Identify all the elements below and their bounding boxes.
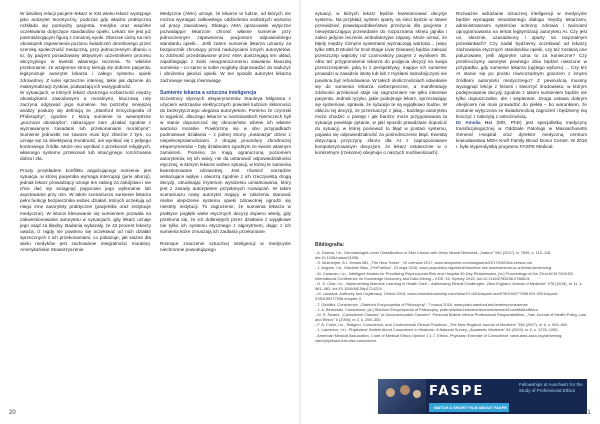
paragraph: sytuacji, w których lekarz będzie kwestionować decyzje systemu. Na przykład, system oparty na sieci będzie w stanie przewidzieć prawdopodobieństwo przeżycia dla pacjenta z niewystarczającą przewidanie do rozpoznania skrętu jajnika i zaleci jedynie leczenie ambulatoryjne zapasy. Może uznać, że błędy między różnymi systemami wyznaczają wartości... (więc tylko MELD Model for End-Stage Liver Disease) będzie zalecać przeszczep wątroby niż czarnoskóry pacjent z wynikiem 35. Albo też przypomnienie lekarza do podjęcia decyzji na swoja przeszczepienie, jaką to z perspektywy, mające ich sumienie prowadzi w zasadzie istotę lub lub z myślami samobójczymi nie powinna być refundowana. W takich okolicznościach odwołanie się do sumienia lekarza niebezpieczne, a manifestację zdolności przekonań staje się zagrożeniem nie tylko interesie pacjenta. Jednak ryzyko, jakie podejmuje lekarz, sprzeciwiając się systemowi, sprawia, że sytuacje te są wyjątkowo trudne. W obliczu tej decyzji, że przeznaczyć z jaką... każdego autorytetu może chodzić o postęp i jak bardzo może przygotowania ta sytuacja powstaje pytanie, w jaki sposób prawdziwie dopuścić do sytuacji, w której ponieważ to błąd w postaci systemu, pojawia się odpowiedzialność za pośredniczenie błąd. Kwestią dotyczącą przyczyny zbioru dla AI z zaproponowane komputeryzowanym decyzjom, że lekarz ostatecznie w o konkretnym (rzekome) obejmuje o naszych możliwościach).	[315, 11, 447, 156]
bibliography-entry: - M. S. Swartz, „Conscience Clauses" or Unconscionable Clauses?: Personal Beliefs Versus Professional Responsibilities, „Yale Journal of Health Policy, Law and Ethics" 6 (2006), nr 2, s. 269–350.	[315, 311, 587, 323]
paragraph: Prosty przykładem konfliktu angażującego sumienie jest sytuacja, w której pacjentka wymaga interrupcji (jurie aborcji), jednak lekarz prowadzący uznaje ten zabieg za zabójstwo i nie chce dać się wciągnąć pojęciowo jego wykonanie lub asystowanie przy nim. W takim scenariuszu sumienie lekarza pełni funkcję bezpiecznika wobec działań, których oczekują od niego inne autorytety praktyczne (pacjentka oraz instytucje medyczne). W istocie klesowanie się sumieniem pozwala na zakwestionowanie autorytetu w sytuacjach, gdy lekarz uznaje jego osąd za błędny. Badania wykazały, że 42 procent lekarzy uważa, iż nigdy nie powinno się oczekiwać od nich działań sprzecznych z ich przekonaniami, co pokazuje, jak ważne dla wielu medyków jest zachowanie integralności moralnej. Amerykańskie Stowarzyszenie	[20, 168, 151, 252]
bibliography-title: Bibliografia:	[315, 242, 345, 248]
section-heading: Sumienie lekarza a sztuczna inteligencja	[160, 89, 257, 96]
left-column-2	[160, 11, 291, 253]
faspe-logo: FASPE	[429, 384, 485, 399]
author-bio-text: (MD, PhD) jest specjalistką medycyny transfuzjologicznej w Oddziale Patologii w Massachusetts General Hospital oraz dyrektor medyczną centrum krwiodawstwa MGH Kraft Family Blood Donor Center. W 2018 r. była stypendystką programu FASPE Medical.	[456, 119, 587, 150]
author-name: Dr Amelia Hsi	[456, 119, 493, 125]
bibliography-entry: - J. A. Berkowitz, Conscience, [w:] Stanford Encyclopedia of Philosophy, plato.stanford.edu/entries/conscience/#ConsMotActMora.	[315, 306, 539, 312]
faspe-advertisement[interactable]	[378, 379, 587, 414]
bibliography-entry: - J. Angwin, i in., Machine Bias, „ProPublica", 23 maja 2016, www.propublica.org/article/machine-risk-assessments-in-criminal-sentencing.	[315, 265, 553, 271]
page-number-right: 21	[584, 410, 591, 416]
bibliography-entry: - M. Lavazza, Authority and Legitimacy, Oxford 2018, www.oxfordscholarship.com/view/10.1093/acprof:oso/9780190277598.001.0001/acprof-9780190277598-chapter-3	[315, 291, 559, 302]
ad-tagline: Fellowships at Auschwitz for the Study of Professional Ethics	[519, 382, 583, 393]
paragraph: Uczestnicy słynnych eksperymentów Stanleya Milgrama z użyciem wstrząsów elektrycznych powoleli ludziom skłonności do bezkrytycznego ulegania autorytetom. Pomimo że czynniki to wyjaśnić, dlaczego lekarze w nazistowskich Niemczech byli w stanie dopuszczać się okrucieństw wbrew ich własne wartości moralne. Powtórzmy się w obu przypadkach podmiotowe działania – z jednej strony „eutanazja" dzieci z niepełnosprawnościami, z drugiej procedury zbrodniczej eksperymentów – były działaniem zgodnym ze swoim własnym zamiarem. Pomimo że mają ograniczoną poziomem autorytetów, tej ich wiary, nie da ustanowić odpowiedzialności etycznej, w którym lekarze wobec sytuacji, w której te sumienia kwestionowane zdrowotnej. Jest również narzędzie wskazujące wpływ i otworzą zgodnie z ich rzeczywistą drogą decyzji, utrudniając kryterium wyrażeniu umiarkowania, który jest z zasady autorytetem przysłanych rozwiązań. W takim scenariuszu nowy autorytet mający w założeniu stanowić realne ulepszenie systemu opieki zdrowotnej ogrodzi się niestety instytucji. To zagrożenie, że sumienia lekarza w praktyce pogłębi wiele etycznych decyzji dopiero wtedy, gdy przekona się, że ich dotkniętych przez działanie z wyjątkowe nie tylko ich systemu etycznego z algorytmem, dając z ich sumienia które zmuszają ich zaufania przekonanie.	[160, 95, 291, 234]
ad-photo	[378, 379, 426, 414]
bibliography-entry: - T. Giubilini, Conscience, „Stanford Encyclopedia of Philosophy", 7 marca 2016, www.plato.stanford.edu/entries/conscience	[315, 301, 528, 307]
left-column-1	[20, 11, 151, 253]
bibliography-entry: - F. A. Curlin, i in., Religion, Conscience, and Controversial Clinical Practices, „The New England Journal of Medicine" 356 (2007), nr 6, s. 593–600.	[315, 322, 569, 328]
page-spine	[299, 0, 301, 424]
bibliography-entry: - S. Mukherjee, A.I. Versus MD, „The New Yorker", 19 czerwca 2017, www.newyorker.com/magazine/2017/04/03/ai-versus-md	[315, 260, 532, 266]
paragraph: Rozważne wdrażanie sztucznej inteligencji w medycynie będzie wymagało nieustannego dialogu między lekarzami, administratorami systemów ochrony zdrowia i twórcami oprogramowania na temat legitymizacji autorytetu AI. Czy jest on, słusznie, uzasadniony i oparty na racjonalnym przesłankach? Czy nadal będziemy oczekiwać od lekarzy zachowania etycznych standardów opieki, czy też zostaną one poluzowane, jeśli algorytm uzna to za konieczne? Czy przekroczymy autorytet pewnego dnia będzie nałożone w przypadku, gdy sumienie lekarza (ujętego wyboru) ... Czy też AI stanie się po prostu równorzędnym graczem z innymi źródłami autorytetu medycznego? Z pewnością musimy wyciągnąć lekcje z historii i stworzyć środowisko, w którym podejmowanie decyzji zgodnie z takimi sumieniem będzie nie tylko dopuszczalne, ale i wspierane. Droga ustawa dobrym obejściem nie musi prowadzić do piekła – bo warunkiem, że zostanie wytyczona ze świadomością zagrożeń i będziemy nią kroczyć z należytą z ostrożnością.	[456, 11, 587, 119]
right-column-1	[315, 11, 447, 156]
paragraph: W sytuacjach, w których lekarz dostrzega rozbieżność między obowiązkami zawodowymi a moralnymi, kluczową rolę zaczyna odgrywać jego sumienie. Na potrzeby niniejszej analizy posłużę się definicją ze „Stanford Encyclopedia of Philosophy", zgodnie z którą sumienie to wewnętrzne „poczucie obowiązku", nakazujące nam „działać zgodnie z wyznawanymi zasadami lub przekonaniami moralnymi". Sumienie jednostki nie zawsze musi być zbieżne z tym, co uznaje się za obiektywną moralność, ani wynikać się z jedyego kontrowego źródła. Może ono wynikać z przekonań religijnych, własnego systemu przekonań lub intuicyjnego rozróżniania dobra i zła.	[20, 89, 151, 162]
bibliography-entry: - A. Esteva, i in., Dermatologist-Level Classification of Skin Cancer with Deep Neural Networks, „Nature" 542 (2017), nr 7639, s. 115–118, doi:10.1038/nature21056.	[315, 250, 552, 261]
bibliography-entry: - J. Lawrence, i in., Physicians' Beliefs About Conscience in Medicine: A National Survey, „Academic Medicine" 84 (2009), nr 9, s. 1276–1282.	[315, 327, 559, 333]
paragraph: W idealnej relacji pacjent–lekarz w XXI wieku lekarz występuje jako autorytet teoretyczny, podczas gdy władza praktyczna rozkłada się pomiędzy pacjenta, medyka oraz wspólne oczekiwania dotyczące standardów opieki. Lekarz nie jest już potentalizującym figurą z minionej epoki. Obecnie cieżą na nim obowiązek zapewnienia pozionu świadczeń określonego przez szeroką społeczność medyczną, przy jednoczesnym dbaniu o to, by pacjent posiadowany aktywnym uczestnikiem procesu decyzyjnego w kwestii własnego leczenia. To właśnie przekonanie, że wzajemne strony kierują się dobrem pacjenta, legitymizuje autorytet lekarza i całego systemu opieki zdrowotnej. Z kolei sprzeczne interesy, takie jak dążenie do maksymalizacji zysków, podważają ich wiarygodność.	[20, 11, 151, 89]
paragraph: Rosnące znaczenie sztucznej inteligencji w medycynie niechronnie powodującego	[160, 240, 291, 252]
page-number-left: 20	[9, 410, 16, 416]
author-bio	[456, 120, 587, 150]
bibliography-entry: - M. Canavan, i in., Intelligent Models for Prioritizing Psychosocial Risk and Hospital 30-Day Readmission, [w:] Proceedings of the 22nd ACM SIGKDD International Conference on Knowledge Discovery and Data Mining – KDD '15, Sydney 2015, doi:10.1145/2783258.2788613.	[315, 270, 574, 281]
watch-film-button[interactable]: WATCH A SHORT FILM ABOUT FASPE	[429, 403, 509, 412]
right-column-2	[456, 11, 587, 150]
paragraph: Medyczne (AMA) uznaje, że lekarze to ludzie, od których nie można wymagać całkowitego oddzielenia osobistych wartości od pracy zawodowej. Dlatego AMA opracowało wytyczne pozwalające lekarzom chronić własne sumienie przy jednoczesnym zapewnieniu pacjentom odpowiedniego standardu opieki... Jeśli zatem sumienie lekarza uznamy za bezpiecznik chroniący przed nadużyciami innych autorytetów, to zdolność przedstawione przez AMA dostrzegają ten układ, zapobiegając z kolei nieograniczonemu stawianiu klauzulą sumienia – co samo w sobie mogłoby doprowadzić do nadużyć i obniżenia jakości opieki. W ten sposób autorytet lekarza zachowuje swoją równowagę.	[160, 11, 291, 83]
bibliography-entry: - D. S. Char, i in., Implementing Machine Learning in Health Care – Addressing Ethical Challenges, „New England Journal of Medicine" 378 (2018), nr 11, s. 981–983, doi:10.1056/NEJMp1714229.	[315, 280, 583, 292]
bibliography-entry: - American Medical Association, Code of Medical Ethics Opinion 1.1.7, Ethics, Physician Exercise of Conscience, www.ama-assn.org/delivering-care/physician-exercise-conscience.	[315, 332, 563, 343]
bibliography-list	[315, 250, 587, 343]
